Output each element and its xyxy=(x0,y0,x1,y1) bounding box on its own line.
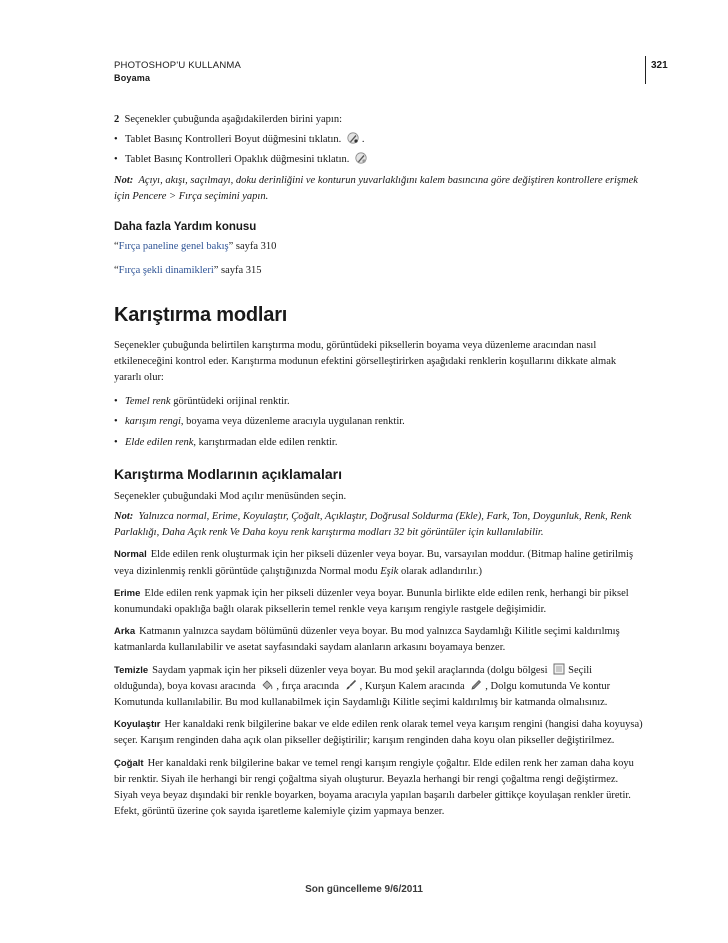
bullet-term: Temel renk xyxy=(125,396,171,408)
quote-open: “ xyxy=(114,265,119,277)
step-number: 2 xyxy=(114,114,120,125)
mode-text: olarak adlandırılır.) xyxy=(398,565,482,577)
mode-text: , Kurşun Kalem aracında xyxy=(359,680,465,692)
bullet-text: görüntüdeki orijinal renktir. xyxy=(170,396,290,408)
bullet-suffix: . xyxy=(361,134,365,146)
bullet-icon: • xyxy=(114,134,118,146)
mode-text: , Dolgu komutunda Ve kontur Komutunda kullanılabilir. Bu mod kullanabilmek için Saydamlığı Kilitle seçimi kaldırılmış bir katmanda olmalısınız. xyxy=(114,680,611,709)
mode-text: Elde edilen renk oluşturmak için her pikseli düzenler veya boyar. Bu, varsayılan moddur. (Bitmap haline getirilmiş veya dizinlenmiş renkli görüntüde çalıştığınızda Normal modu xyxy=(114,549,634,577)
mode-term: Koyulaştır xyxy=(114,719,161,731)
mode-em: Eşik xyxy=(380,565,399,577)
mode-arka xyxy=(114,624,644,656)
list-item xyxy=(114,394,644,410)
mode-text: Her kanaldaki renk bilgilerine bakar ve temel rengi karışım rengiyle çoğaltır. Elde edilen renk her zaman daha koyu bir renktir. Siyah ile herhangi bir rengi çoğaltma siyah oluşturur. Beyazla herhangi bir rengi çoğaltma rengi değiştirmez. Siyah veya beyaz dışındaki bir renkle boyarken, boyama aracıyla yapılan başarılı darbeler gittikçe koyulaşan renkler üretir. Efekt, görüntü üzerine çok sayıda işaretleme kalemiyle çizim yapmaya benzer. xyxy=(114,757,634,818)
bullet-text: , karıştırmadan elde edilen renktir. xyxy=(193,436,338,448)
mode-term: Temizle xyxy=(114,664,149,676)
bullet-icon: • xyxy=(114,154,118,166)
mode-text: Seçili olduğunda), boya kovası aracında xyxy=(114,664,593,692)
page-content xyxy=(114,112,644,827)
note-text: Yalnızca normal, Erime, Koyulaştır, Çoğalt, Açıklaştır, Doğrusal Soldurma (Ekle), Fark, Ton, Doygunluk, Renk, Renk Parlaklığı, Daha Açık renk Ve Daha koyu renk karıştırma modları 32 bit görüntüler için kullanılabilir. xyxy=(114,511,632,539)
mode-text: Saydam yapmak için her pikseli düzenler veya boyar. Bu mod şekil araçlarında (dolgu bölgesi xyxy=(152,664,548,676)
mode-term: Arka xyxy=(114,626,136,638)
subsection-intro: Seçenekler çubuğundaki Mod açılır menüsünden seçin. xyxy=(114,490,347,502)
subsection-title: Karıştırma Modlarının açıklamaları xyxy=(114,465,342,482)
bullet-icon: • xyxy=(114,416,118,428)
step-text: Seçenekler çubuğunda aşağıdakilerden birini yapın: xyxy=(124,114,343,125)
step-2 xyxy=(114,112,644,128)
header-subtitle: Boyama xyxy=(114,73,151,83)
mode-cogalt xyxy=(114,756,644,821)
bullet-text: , boyama veya düzenleme aracıyla uygulanan renktir. xyxy=(180,416,405,428)
mode-normal xyxy=(114,547,644,579)
help-link-item xyxy=(114,239,644,255)
mode-term: Erime xyxy=(114,587,141,599)
mode-koyulastir xyxy=(114,717,644,749)
pencil-icon[interactable] xyxy=(470,679,482,691)
help-link-item xyxy=(114,263,644,279)
help-link-page: ” sayfa 310 xyxy=(228,241,277,253)
bullet-term: Elde edilen renk xyxy=(125,436,194,448)
header-title: PHOTOSHOP'U KULLANMA xyxy=(114,60,242,71)
mode-erime xyxy=(114,586,644,618)
bullet-text: Tablet Basınç Kontrolleri Opaklık düğmesini tıklatın. xyxy=(125,154,350,166)
footer-last-updated: Son güncelleme 9/6/2011 xyxy=(305,884,423,895)
quote-open: “ xyxy=(114,241,119,253)
mode-text: Katmanın yalnızca saydam bölümünü düzenler veya boyar. Bu mod yalnızca Saydamlığı Kilitle seçimi kaldırılmış katmanlarda kullanılabilir ve asetat sayfasındaki saydam alanların arkasını boyamaya benzer. xyxy=(114,626,620,654)
note xyxy=(114,509,644,541)
mode-term: Çoğalt xyxy=(114,757,144,769)
list-item xyxy=(114,414,644,430)
bullet-term: karışım rengi xyxy=(125,416,181,428)
mode-text: Her kanaldaki renk bilgilerine bakar ve elde edilen renk olarak temel veya karışım rengini (hangisi daha koyuysa) seçer. Karışım renginden daha açık olan pikseller değiştirilir; karışım renginden daha koyu olan pikseller değiştirilmez. xyxy=(114,719,643,747)
help-link-page: ” sayfa 315 xyxy=(213,265,262,277)
running-header xyxy=(114,60,241,84)
list-item xyxy=(114,152,644,168)
help-heading: Daha fazla Yardım konusu xyxy=(114,221,257,234)
mode-temizle xyxy=(114,663,644,712)
section-title: Karıştırma modları xyxy=(114,303,288,326)
bullet-text: Tablet Basınç Kontrolleri Boyut düğmesini tıklatın. xyxy=(125,134,342,146)
paint-bucket-icon[interactable] xyxy=(261,679,273,691)
size-pressure-icon[interactable] xyxy=(347,132,359,144)
page-number: 321 xyxy=(651,60,668,71)
fill-pixels-icon[interactable] xyxy=(553,663,565,675)
note xyxy=(114,173,644,205)
note-label: Not: xyxy=(114,174,134,186)
note-text: Açıyı, akışı, saçılmayı, doku derinliğini ve konturun yuvarlaklığını kalem basıncına göre değiştiren kontrollere erişmek için Pencere > Fırça seçimini yapın. xyxy=(114,174,638,202)
brush-icon[interactable] xyxy=(345,679,357,691)
header-divider xyxy=(645,56,646,84)
mode-term: Normal xyxy=(114,549,147,561)
bullet-icon: • xyxy=(114,396,118,408)
note-label: Not: xyxy=(114,511,134,523)
help-link-brush-dynamics[interactable]: Fırça şekli dinamikleri xyxy=(118,265,214,277)
list-item xyxy=(114,435,644,451)
list-item xyxy=(114,132,644,148)
mode-text: Elde edilen renk yapmak için her pikseli düzenler veya boyar. Bununla birlikte elde edilen renk, herhangi bir piksel konumundaki opaklığa bağlı olarak piksellerin temel renkle veya karışım rengiyle rastgele değişimidir. xyxy=(114,587,629,616)
section-intro: Seçenekler çubuğunda belirtilen karıştırma modu, görüntüdeki piksellerin boyama veya düzenleme aracından nasıl etkileneceğini kontrol eder. Karıştırma modunun efektini görselleştirirken aşağıdaki renklerin koşullarını dikkate almak yararlı olur: xyxy=(114,339,617,384)
bullet-icon: • xyxy=(114,436,118,448)
opacity-pressure-icon[interactable] xyxy=(355,152,367,164)
mode-text: , fırça aracında xyxy=(276,680,340,692)
help-link-brush-panel[interactable]: Fırça paneline genel bakış xyxy=(118,241,229,253)
